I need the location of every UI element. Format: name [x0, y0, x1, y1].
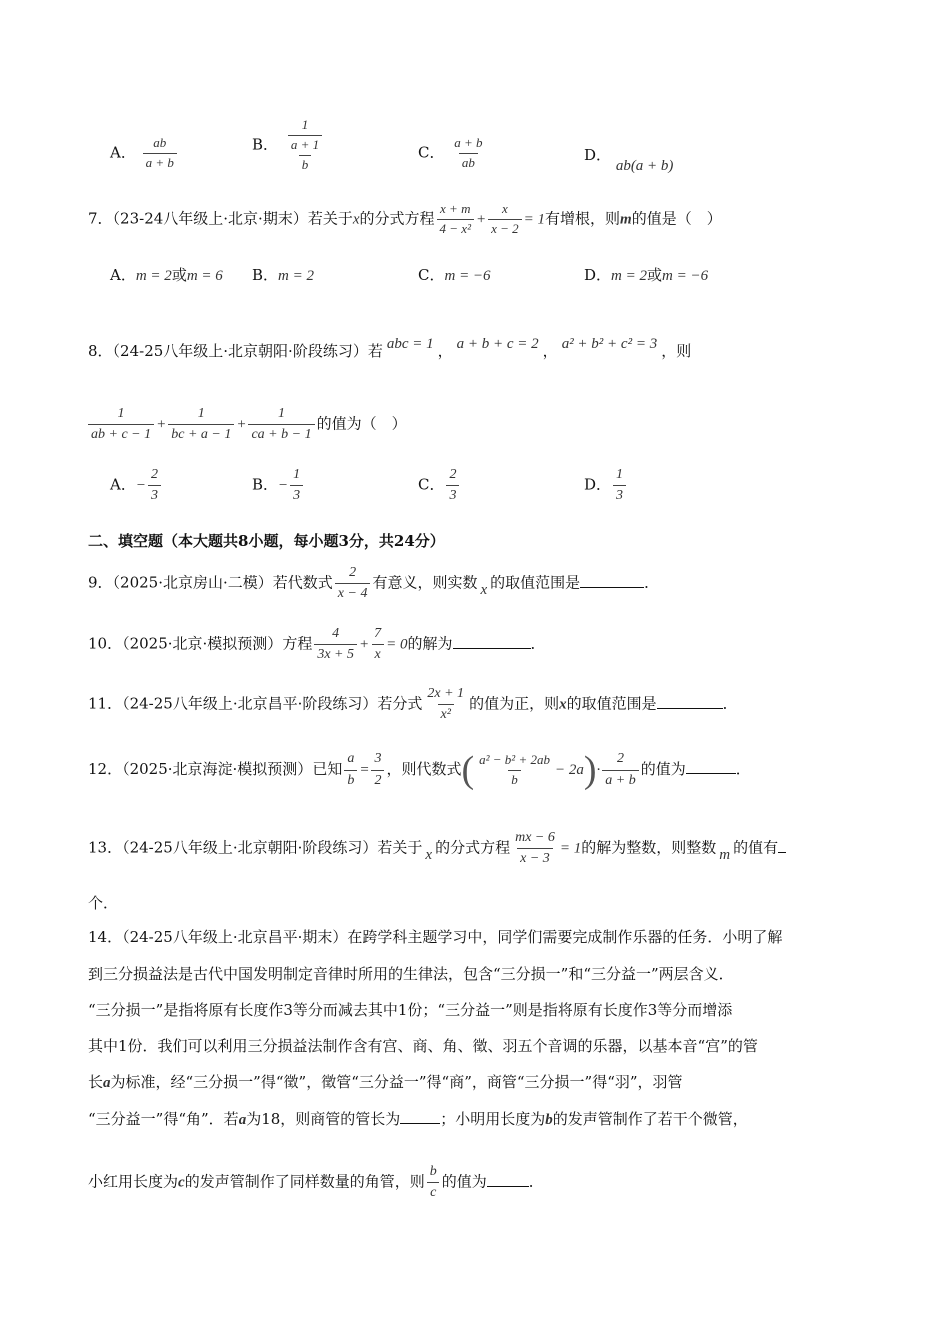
variable: x — [425, 846, 433, 863]
question-12 — [88, 748, 751, 792]
q8-option-d — [584, 467, 628, 504]
option-label: B． — [252, 475, 279, 494]
option-label: D． — [584, 475, 612, 494]
fraction: $\frac{1}{bc + a - 1}$ — [168, 406, 234, 443]
fraction: $\frac{a}{b}$ — [344, 751, 357, 788]
expression: m = 2 — [611, 268, 647, 284]
fraction: $\frac{\frac{1}{a + 1}}{b}$ — [285, 118, 325, 173]
answer-blank[interactable] — [657, 694, 723, 709]
text: 若 — [367, 342, 383, 360]
question-number: 13． — [88, 838, 123, 857]
answer-blank[interactable] — [778, 838, 786, 853]
text: 的值是（ ） — [631, 209, 722, 228]
fraction: $\frac{2}{3}$ — [148, 467, 161, 504]
fraction: $\frac{1}{3}$ — [613, 467, 626, 504]
question-source: （23-24八年级上·北京·期末） — [112, 209, 308, 228]
fraction: $\frac{mx - 6}{x - 3}$ — [515, 830, 555, 867]
question-number: 10． — [88, 634, 123, 653]
text: ． — [735, 760, 751, 778]
option-label: A． — [110, 143, 136, 162]
expression: m = 2 — [278, 268, 314, 284]
text: 为18，则商管的管长为 — [246, 1110, 401, 1128]
text: 的解为 — [407, 634, 453, 653]
fraction: $\frac{x + m}{\text{4 − x²}}$ — [437, 202, 474, 237]
question-source: （24-25八年级上·北京朝阳·阶段练习） — [122, 838, 378, 857]
q8-option-c — [418, 467, 461, 504]
q6-option-c — [418, 136, 488, 171]
option-label: C． — [418, 266, 445, 284]
answer-blank[interactable] — [686, 759, 736, 774]
text: “三分益一”得“角”．若 — [88, 1110, 239, 1128]
text: ， — [542, 342, 558, 360]
question-8 — [88, 336, 692, 361]
question-source: （2025·北京海淀·模拟预测） — [122, 760, 313, 778]
operator: · — [596, 762, 601, 778]
q8-option-b — [252, 467, 305, 504]
expression: ab(a + b) — [615, 158, 674, 174]
option-label: A． — [110, 266, 136, 284]
operator: + — [359, 636, 370, 653]
fraction: $\frac{1}{3}$ — [290, 467, 303, 504]
question-13-line2: 个． — [88, 894, 119, 912]
variable: m — [620, 211, 632, 228]
text: ，则代数式 — [386, 760, 462, 778]
operator: + — [236, 416, 247, 433]
question-number: 11． — [88, 694, 123, 713]
fraction: $\frac{2}{a + b}$ — [602, 751, 638, 788]
q7-option-c — [418, 264, 491, 285]
option-label: A． — [110, 475, 136, 494]
operator: + — [156, 416, 167, 433]
text: ． — [528, 1172, 544, 1191]
fraction: $\frac{\text{a² − b² + 2ab}}{b}$ — [479, 751, 550, 787]
q7-option-b — [252, 264, 314, 285]
text: 的值为 — [441, 1172, 487, 1191]
left-paren-icon: ( — [461, 749, 475, 791]
operator: + — [475, 211, 487, 228]
question-number: 9． — [88, 573, 113, 592]
text: 小红用长度为 — [88, 1172, 179, 1191]
question-14-line6 — [88, 1108, 748, 1129]
question-11 — [88, 686, 738, 723]
question-14-line4: 其中1份．我们可以利用三分损益法制作含有宫、商、角、徵、羽五个音调的乐器，以基本音“宫”的管 — [88, 1037, 758, 1055]
text: 的值为正，则 — [469, 694, 560, 713]
fraction: $\frac{2x + 1}{\text{x²}}$ — [427, 686, 465, 723]
fraction: $\frac{7}{x}$ — [371, 626, 384, 663]
text: 的解为整数，则整数 — [581, 838, 717, 857]
question-number: 8． — [88, 342, 113, 360]
operator: − — [278, 477, 289, 494]
text: 在跨学科主题学习中，同学们需要完成制作乐器的任务．小明了解 — [347, 928, 783, 946]
question-number: 14． — [88, 928, 123, 946]
q6-option-b — [252, 118, 327, 173]
operator: − 2a — [554, 762, 584, 778]
question-source: （24-25八年级上·北京昌平·阶段练习） — [122, 694, 378, 713]
variable: x — [480, 581, 488, 598]
question-source: （24-25八年级上·北京朝阳·阶段练习） — [112, 342, 368, 360]
text: 有意义，则实数 — [372, 573, 478, 592]
text: 有增根，则 — [545, 209, 621, 228]
question-9 — [88, 565, 659, 602]
question-source: （2025·北京房山·二模） — [112, 573, 273, 592]
operator: − — [135, 477, 146, 494]
text: ；小明用长度为 — [440, 1110, 546, 1128]
question-14-line3: “三分损一”是指将原有长度作3等分而减去其中1份；“三分益一”则是指将原有长度作3等分而增添 — [88, 1001, 733, 1019]
fraction: $\frac{4}{3x + 5}$ — [314, 626, 357, 663]
answer-blank[interactable] — [487, 1172, 529, 1187]
operator: = 1 — [523, 211, 546, 228]
text: 或 — [171, 266, 187, 284]
expression: m = −6 — [444, 268, 491, 284]
text: 的值为（ ） — [316, 414, 407, 433]
option-label: B． — [252, 266, 279, 284]
question-13 — [88, 830, 786, 867]
answer-blank[interactable] — [453, 634, 531, 649]
text: 为标准，经“三分损一”得“徵”，徵管“三分益一”得“商”，商管“三分损一”得“羽”，羽管 — [110, 1073, 683, 1091]
option-label: B． — [252, 135, 279, 154]
text: 的分式方程 — [359, 209, 435, 228]
variable: b — [545, 1112, 553, 1128]
text: 的取值范围是 — [566, 694, 657, 713]
text: 或 — [647, 266, 663, 284]
condition: a² + b² + c² = 3 — [561, 336, 658, 352]
fraction: $\frac{a + b}{ab}$ — [454, 135, 483, 170]
variable: a — [238, 1112, 247, 1128]
text: ． — [722, 694, 738, 713]
option-label: D． — [584, 146, 612, 164]
fraction: $\frac{2}{x - 4}$ — [335, 565, 371, 602]
question-number: 7． — [88, 209, 113, 228]
text: ，则 — [661, 342, 692, 360]
option-label: C． — [418, 143, 445, 162]
variable: c — [178, 1174, 185, 1191]
text: 的分式方程 — [435, 838, 511, 857]
q7-option-a — [110, 264, 223, 285]
section-heading: 二、填空题（本大题共8小题，每小题3分，共24分） — [88, 532, 445, 550]
text: 的值为 — [640, 760, 686, 778]
text: 若代数式 — [272, 573, 333, 592]
operator: = — [359, 762, 370, 778]
question-14-line7 — [88, 1164, 544, 1201]
answer-blank[interactable] — [580, 573, 644, 588]
answer-blank[interactable] — [400, 1109, 440, 1124]
q8-expression — [86, 406, 407, 443]
q6-option-a — [110, 136, 179, 171]
fraction: $\frac{ab}{a + b}$ — [143, 136, 177, 171]
fraction: $\frac{1}{ca + b - 1}$ — [248, 406, 314, 443]
right-paren-icon: ) — [583, 749, 597, 791]
text: 的取值范围是 — [490, 573, 581, 592]
text: 若分式 — [377, 694, 423, 713]
fraction: $\frac{1}{ab + c - 1}$ — [88, 406, 154, 443]
text: 长 — [88, 1073, 104, 1091]
variable: x — [559, 696, 567, 713]
condition: a + b + c = 2 — [456, 336, 539, 352]
text: 若关于 — [307, 209, 353, 228]
question-number: 12． — [88, 760, 123, 778]
q6-option-d — [584, 144, 674, 174]
question-14-line2: 到三分损益法是古代中国发明制定音律时所用的生律法，包含“三分损一”和“三分益一”两层含义． — [88, 965, 734, 983]
text: 的值有 — [733, 838, 779, 857]
fraction: $\frac{2}{3}$ — [446, 467, 459, 504]
expression: m = −6 — [662, 268, 709, 284]
expression: m = 6 — [186, 268, 223, 284]
question-10 — [88, 626, 546, 663]
text: 若关于 — [377, 838, 423, 857]
text: 方程 — [282, 634, 313, 653]
question-7 — [88, 202, 722, 237]
variable: a — [103, 1075, 111, 1091]
option-label: C． — [418, 475, 445, 494]
variable: x — [352, 211, 360, 228]
text: 已知 — [312, 760, 343, 778]
question-source: （24-25八年级上·北京昌平·期末） — [122, 928, 348, 946]
text: 的发声管制作了若干个微管， — [552, 1110, 748, 1128]
fraction: $\frac{3}{2}$ — [371, 751, 384, 788]
expression: m = 2 — [135, 268, 172, 284]
condition: abc = 1 — [386, 336, 434, 352]
text: ． — [644, 573, 660, 592]
operator: = 0 — [386, 636, 408, 653]
question-14-line5 — [88, 1071, 683, 1092]
q7-option-d — [584, 264, 708, 285]
text: 的发声管制作了同样数量的角管，则 — [184, 1172, 425, 1191]
question-14-line1 — [88, 926, 782, 947]
fraction: $\frac{b}{c}$ — [427, 1164, 440, 1201]
text: ， — [437, 342, 453, 360]
q8-option-a — [110, 467, 163, 504]
text: ． — [530, 634, 546, 653]
variable: m — [719, 846, 731, 863]
fraction: $\frac{x}{x - 2}$ — [488, 202, 522, 237]
question-source: （2025·北京·模拟预测） — [122, 634, 283, 653]
operator: = 1 — [559, 840, 582, 857]
option-label: D． — [584, 266, 612, 284]
